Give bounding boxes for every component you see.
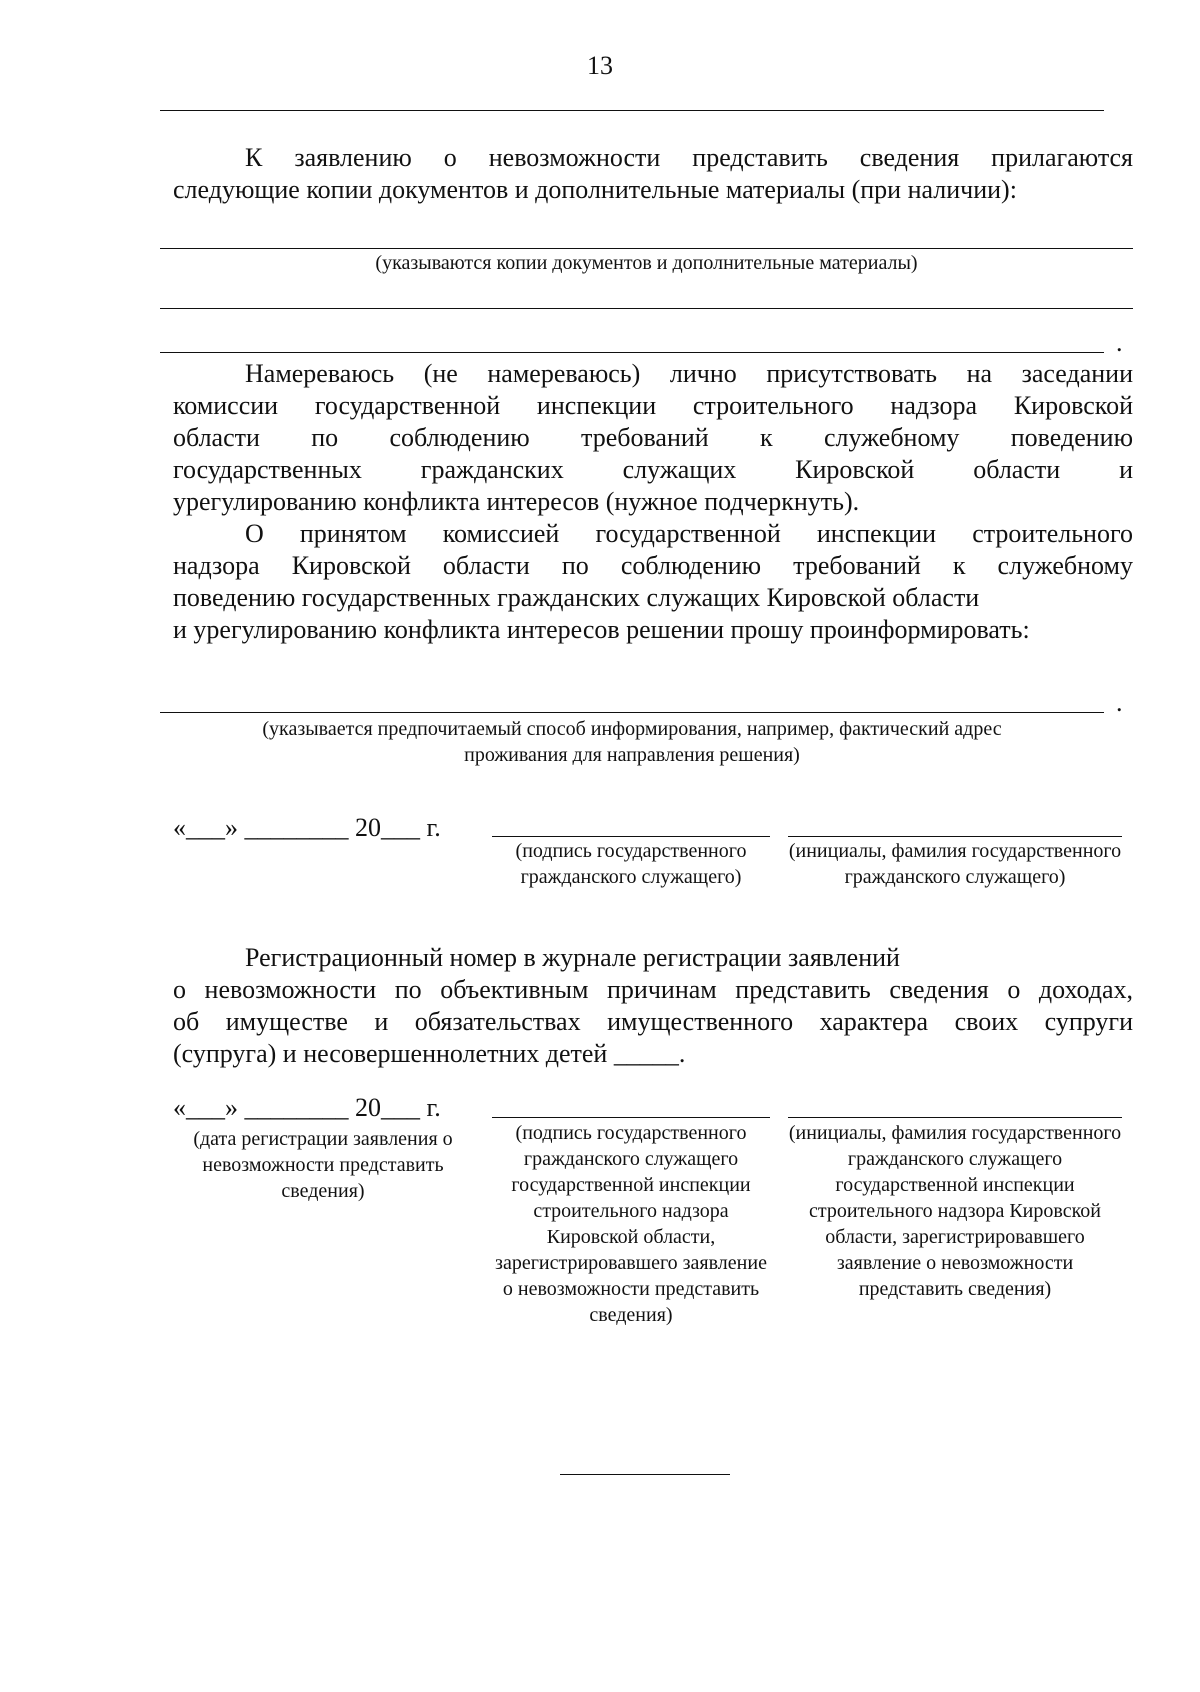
name-caption-1: (инициалы, фамилия государственного гражданского служащего)	[788, 840, 1122, 888]
attachments-end-dot: .	[1116, 328, 1123, 357]
registration-line-4: (супруга) и несовершеннолетних детей _____.	[173, 1039, 686, 1068]
registration-line-2: о невозможности по объективным причинам представить сведения о доходах,	[173, 975, 1133, 1004]
intention-line-2: комиссии государственной инспекции строительного надзора Кировской	[173, 391, 1133, 420]
date-line-2: «___» ________ 20___ г.	[173, 1093, 441, 1122]
intention-line-5: урегулированию конфликта интересов (нужное подчеркнуть).	[173, 487, 860, 516]
signature-caption-1: (подпись государственного гражданского служащего)	[515, 840, 747, 888]
intention-line-1: Намереваюсь (не намереваюсь) лично присутствовать на заседании	[245, 359, 1133, 388]
intention-line-3: области по соблюдению требований к служебному поведению	[173, 423, 1133, 452]
signature-line-1	[492, 836, 770, 837]
name-caption-2: (инициалы, фамилия государственного гражданского служащего государственной инспекции строительного надзора Кировской области, зарегистрировавшего заявление о невозможности представить сведения)	[788, 1122, 1122, 1300]
inform-line-4: и урегулированию конфликта интересов решении прошу проинформировать:	[173, 615, 1030, 644]
attachments-blank-line-2	[160, 308, 1133, 309]
attachments-line-1: К заявлению о невозможности представить сведения прилагаются	[245, 143, 1133, 172]
name-line-2	[788, 1117, 1122, 1118]
closing-rule	[560, 1474, 730, 1475]
registration-line-3: об имуществе и обязательствах имущественного характера своих супруги	[173, 1007, 1133, 1036]
attachments-caption: (указываются копии документов и дополнительные материалы)	[375, 252, 918, 274]
attachments-line-2: следующие копии документов и дополнительные материалы (при наличии):	[173, 175, 1017, 204]
signature-caption-2: (подпись государственного гражданского служащего государственной инспекции строительного надзора Кировской области, зарегистрировавшего заявление о невозможности представить сведения)	[495, 1122, 767, 1326]
date-line-1: «___» ________ 20___ г.	[173, 813, 441, 842]
name-line-1	[788, 836, 1122, 837]
signature-line-2	[492, 1117, 770, 1118]
attachments-blank-line-3	[160, 352, 1104, 353]
date-caption-2: (дата регистрации заявления о невозможности представить сведения)	[193, 1128, 453, 1202]
header-rule	[160, 110, 1104, 111]
inform-line-1: О принятом комиссией государственной инспекции строительного	[245, 519, 1133, 548]
inform-blank-line	[160, 712, 1104, 713]
intention-line-4: государственных гражданских служащих Кировской области и	[173, 455, 1133, 484]
inform-line-2: надзора Кировской области по соблюдению требований к служебному	[173, 551, 1133, 580]
inform-caption-line-2: проживания для направления решения)	[464, 744, 800, 766]
inform-end-dot: .	[1116, 688, 1123, 717]
page-number: 13	[587, 51, 613, 80]
inform-caption-line-1: (указывается предпочитаемый способ информирования, например, фактический адрес	[262, 718, 1002, 740]
attachments-blank-line-1	[160, 248, 1133, 249]
registration-line-1: Регистрационный номер в журнале регистрации заявлений	[245, 943, 900, 972]
inform-line-3: поведению государственных гражданских служащих Кировской области	[173, 583, 980, 612]
